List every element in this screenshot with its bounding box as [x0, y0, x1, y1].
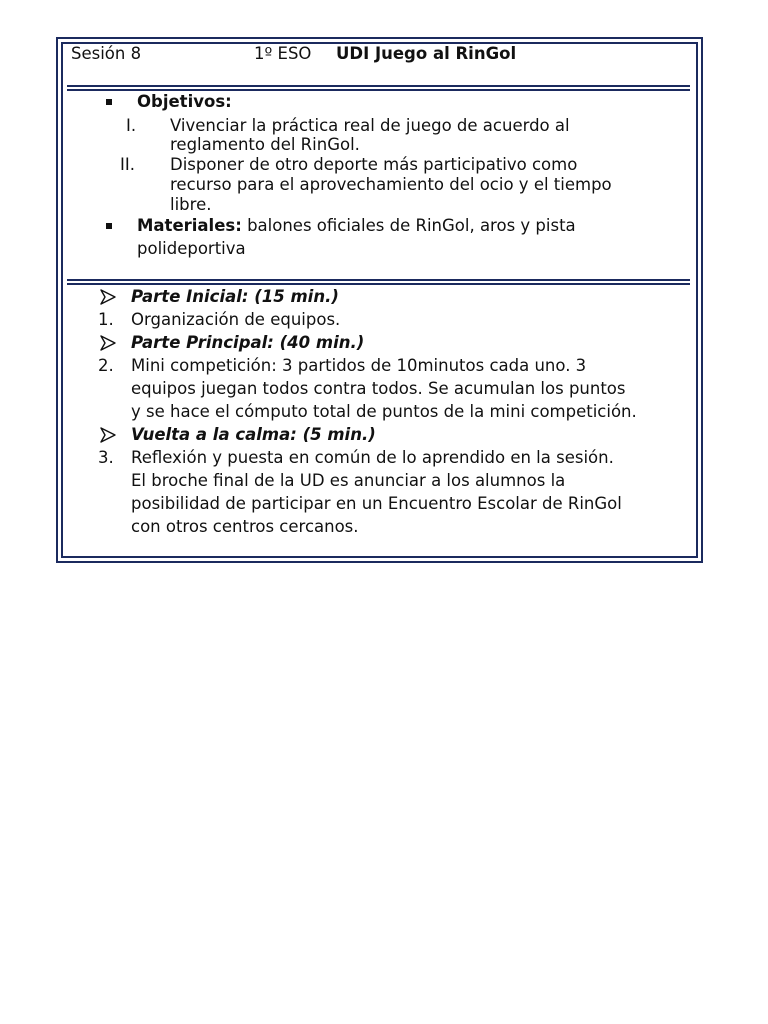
objective-line: libre. [170, 195, 212, 214]
header-separator [67, 85, 690, 91]
arrow-bullet-icon [100, 289, 116, 305]
part-line: Organización de equipos. [131, 310, 341, 329]
part-line: posibilidad de participar en un Encuentro Escolar de RinGol [131, 494, 622, 513]
objective-line: Disponer de otro deporte más participativo como [170, 155, 578, 174]
objectives-heading: Objetivos: [137, 92, 232, 111]
part-heading: Parte Principal: (40 min.) [131, 333, 365, 352]
part-heading: Parte Inicial: (15 min.) [131, 287, 339, 306]
part-line: Mini competición: 3 partidos de 10minutos cada uno. 3 [131, 356, 587, 375]
session-label: Sesión 8 [71, 44, 142, 63]
objective-numeral: I. [126, 116, 137, 135]
arrow-bullet-icon [100, 427, 116, 443]
objective-line: reglamento del RinGol. [170, 135, 360, 154]
square-bullet-icon [106, 223, 112, 229]
materials-text: polideportiva [137, 239, 246, 258]
square-bullet-icon [106, 99, 112, 105]
arrow-bullet-icon [100, 335, 116, 351]
materials-heading: Materiales: [137, 216, 242, 235]
objective-line: Vivenciar la práctica real de juego de acuerdo al [170, 116, 570, 135]
materials-line [137, 216, 576, 236]
part-line: equipos juegan todos contra todos. Se acumulan los puntos [131, 379, 626, 398]
document-title: UDI Juego al RinGol [336, 44, 517, 63]
part-line: con otros centros cercanos. [131, 517, 359, 536]
part-line: y se hace el cómputo total de puntos de la mini competición. [131, 402, 637, 421]
part-line: El broche final de la UD es anunciar a los alumnos la [131, 471, 566, 490]
course-label: 1º ESO [254, 44, 312, 63]
part-number: 1. [98, 310, 114, 329]
part-heading: Vuelta a la calma: (5 min.) [131, 425, 376, 444]
section-separator [67, 279, 690, 285]
part-line: Reflexión y puesta en común de lo aprendido en la sesión. [131, 448, 614, 467]
part-number: 2. [98, 356, 114, 375]
materials-text: balones oficiales de RinGol, aros y pista [241, 216, 576, 235]
objective-line: recurso para el aprovechamiento del ocio y el tiempo [170, 175, 612, 194]
part-number: 3. [98, 448, 114, 467]
objective-numeral: II. [120, 155, 135, 174]
